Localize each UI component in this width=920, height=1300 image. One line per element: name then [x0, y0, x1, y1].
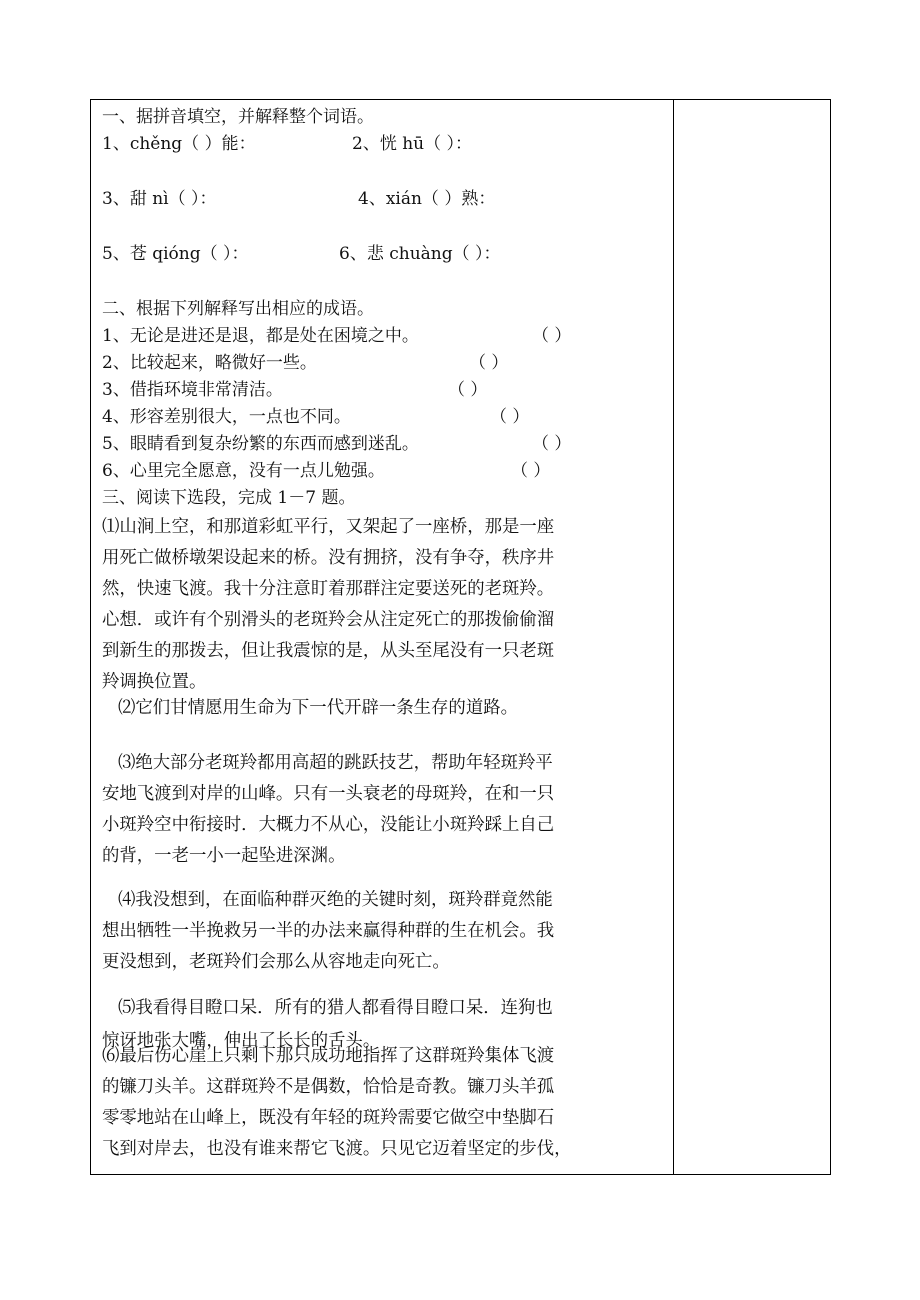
paragraph-line: 小斑羚空中衔接时．大概力不从心，没能让小斑羚踩上自己 — [102, 815, 555, 835]
idiom-blank-2: （ ） — [469, 353, 509, 373]
pinyin-item-2: 2、恍 hū（ ）： — [352, 134, 473, 154]
idiom-blank-3: （ ） — [448, 380, 488, 400]
pinyin-item-4: 4、xián（ ）熟： — [358, 189, 496, 209]
section2-heading: 二、根据下列解释写出相应的成语。 — [102, 299, 374, 319]
idiom-blank-6: （ ） — [511, 461, 551, 481]
paragraph-line: 到新生的那拨去，但让我震惊的是，从头至尾没有一只老斑 — [102, 641, 555, 661]
idiom-item-2: 2、比较起来，略微好一些。 — [102, 353, 317, 373]
pinyin-item-6: 6、悲 chuàng（ ）： — [339, 244, 501, 264]
idiom-item-3: 3、借指环境非常清洁。 — [102, 380, 283, 400]
pinyin-item-5: 5、苍 qióng（ ）： — [102, 244, 249, 264]
idiom-blank-5: （ ） — [532, 434, 572, 454]
paragraph-line: 想出牺牲一半挽救另一半的办法来赢得种群的生在机会。我 — [102, 921, 555, 941]
paragraph-line: 羚调换位置。 — [102, 672, 207, 692]
paragraph-line: 的背，一老一小一起坠进深渊。 — [102, 846, 346, 866]
paragraph-line: 用死亡做桥墩架设起来的桥。没有拥挤，没有争夺，秩序井 — [102, 548, 555, 568]
paragraph-line: 安地飞渡到对岸的山峰。只有一头衰老的母斑羚，在和一只 — [102, 784, 555, 804]
paragraph-line: ⑵它们甘情愿用生命为下一代开辟一条生存的道路。 — [118, 698, 518, 718]
reading-paragraph-1 — [102, 512, 668, 698]
section3-heading: 三、阅读下选段，完成 1－7 题。 — [102, 488, 356, 508]
reading-paragraph-2 — [118, 693, 684, 724]
paragraph-line: 飞到对岸去，也没有谁来帮它飞渡。只见它迈着坚定的步伐， — [102, 1139, 572, 1159]
idiom-item-4: 4、形容差别很大，一点也不同。 — [102, 407, 351, 427]
idiom-item-6: 6、心里完全愿意，没有一点儿勉强。 — [102, 461, 385, 481]
paragraph-line: 更没想到，老斑羚们会那么从容地走向死亡。 — [102, 952, 450, 972]
paragraph-line: 的镰刀头羊。这群斑羚不是偶数，恰恰是奇教。镰刀头羊孤 — [102, 1077, 555, 1097]
paragraph-line: 零零地站在山峰上，既没有年轻的斑羚需要它做空中垫脚石 — [102, 1108, 555, 1128]
pinyin-item-3: 3、甜 nì（ ）： — [102, 189, 217, 209]
idiom-blank-1: （ ） — [532, 326, 572, 346]
idiom-blank-4: （ ） — [490, 407, 530, 427]
paragraph-line: 心想．或许有个别滑头的老斑羚会从注定死亡的那拨偷偷溜 — [102, 610, 555, 630]
idiom-item-1: 1、无论是进还是退，都是处在困境之中。 — [102, 326, 419, 346]
paragraph-line: ⑹最后伤心崖上只剩下那只成功地指挥了这群斑羚集体飞渡 — [102, 1046, 555, 1066]
reading-paragraph-4 — [102, 885, 668, 978]
paragraph-line: ⑴山涧上空，和那道彩虹平行，又架起了一座桥，那是一座 — [102, 517, 555, 537]
paragraph-line: ⑸我看得目瞪口呆．所有的猎人都看得目瞪口呆．连狗也 — [118, 998, 553, 1018]
paragraph-line: 然，快速飞渡。我十分注意盯着那群注定要送死的老斑羚。 — [102, 579, 555, 599]
paragraph-line: ⑶绝大部分老斑羚都用高超的跳跃技艺，帮助年轻斑羚平 — [118, 753, 553, 773]
paragraph-line: 惊讶地张大嘴，伸出了长长的舌头。 — [102, 1031, 381, 1051]
column-divider — [673, 99, 674, 1175]
idiom-item-5: 5、眼睛看到复杂纷繁的东西而感到迷乱。 — [102, 434, 419, 454]
pinyin-item-1: 1、chěng（ ）能： — [102, 134, 256, 154]
section1-heading: 一、据拼音填空，并解释整个词语。 — [102, 107, 374, 127]
paragraph-line: ⑷我没想到，在面临种群灭绝的关键时刻，斑羚群竟然能 — [118, 890, 553, 910]
reading-paragraph-6 — [102, 1041, 668, 1165]
reading-paragraph-3 — [102, 748, 668, 872]
